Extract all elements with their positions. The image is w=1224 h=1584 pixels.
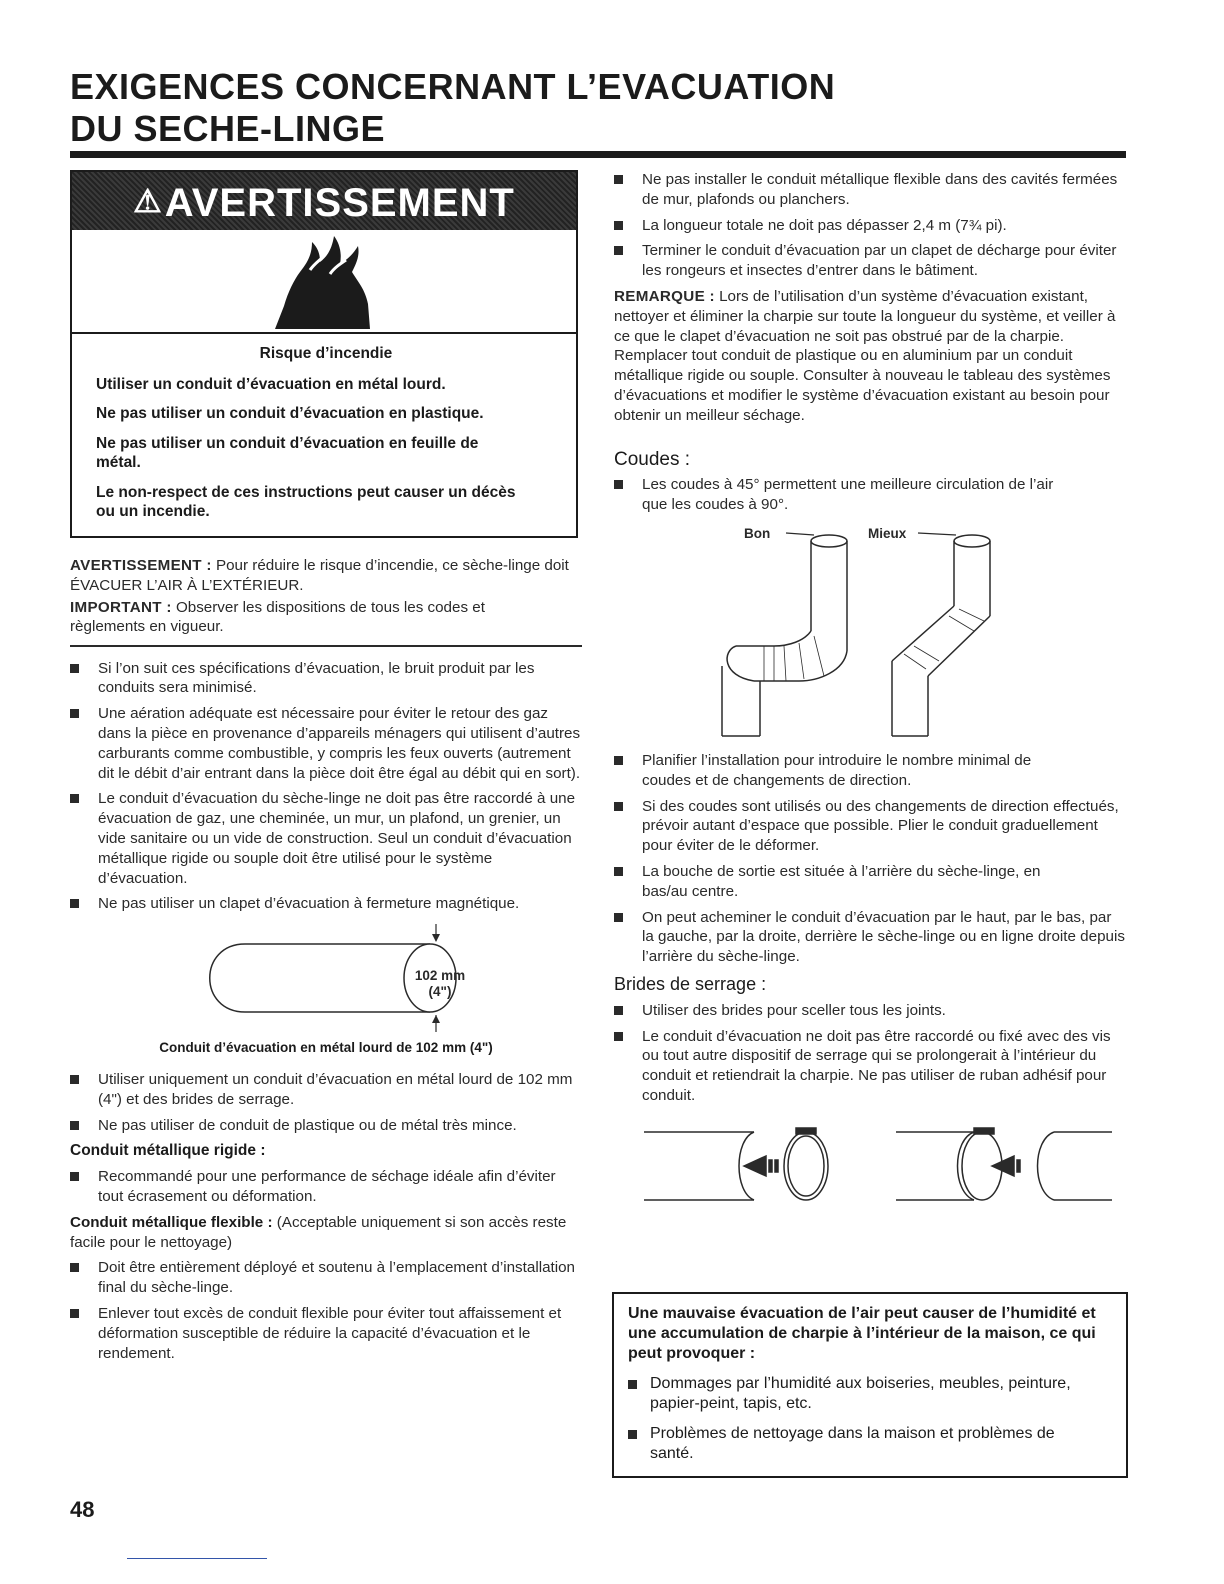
flex-heading-line xyxy=(70,1213,582,1253)
warning-header-text: AVERTISSEMENT xyxy=(164,181,515,225)
rigid-bullets xyxy=(70,1167,582,1207)
humidity-warning-box xyxy=(612,1292,1128,1478)
remarque-note xyxy=(614,287,1126,426)
clamp-wrong-icon xyxy=(896,1128,1112,1200)
elbow-90-icon xyxy=(722,535,847,736)
list-item: Planifier l’installation pour introduire le nombre minimal de coudes et de changements de direction. xyxy=(614,751,1064,791)
list-item: Utiliser uniquement un conduit d’évacuation en métal lourd de 102 mm (4") et des brides de serrage. xyxy=(70,1070,582,1110)
list-item: Recommandé pour une performance de séchage idéale afin d’éviter tout écrasement ou déformation. xyxy=(70,1167,582,1207)
warning-line-2: Ne pas utiliser un conduit d’évacuation en plastique. xyxy=(96,405,484,422)
list-item: Ne pas utiliser un clapet d’évacuation à fermeture magnétique. xyxy=(70,894,582,914)
list-item: Si l’on suit ces spécifications d’évacuation, le bruit produit par les conduits sera minimisé. xyxy=(70,659,582,699)
clamp-diagram xyxy=(614,1120,1126,1210)
list-item: Ne pas utiliser de conduit de plastique ou de métal très mince. xyxy=(70,1116,582,1136)
warning-risk: Risque d’incendie xyxy=(259,345,393,362)
duct-dimension-in: (4") xyxy=(428,984,452,1000)
humidity-warning-title: Une mauvaise évacuation de l’air peut causer de l’humidité et une accumulation de charpie à l’intérieur de la maison, ce qui peut provoquer : xyxy=(628,1305,1096,1362)
list-item: Enlever tout excès de conduit flexible pour éviter tout affaissement et déformation susceptible de réduire la capacité d’évacuation et le rendement. xyxy=(70,1304,582,1363)
list-item: Dommages par l’humidité aux boiseries, meubles, peinture, papier-peint, tapis, etc. xyxy=(628,1374,1120,1414)
duct-dimension-mm: 102 mm xyxy=(414,968,466,984)
flex-heading: Conduit métallique flexible : xyxy=(70,1213,273,1231)
brides-heading: Brides de serrage : xyxy=(614,973,767,994)
list-item: La bouche de sortie est située à l’arrière du sèche-linge, en bas/au centre. xyxy=(614,862,1064,902)
bullet-list-1 xyxy=(70,659,582,915)
list-item: Ne pas installer le conduit métallique flexible dans des cavités fermées de mur, plafonds ou planchers. xyxy=(614,170,1126,210)
elbow-diagram xyxy=(614,521,1126,741)
humidity-warning-list xyxy=(628,1374,1120,1464)
avertissement-note xyxy=(70,556,582,596)
warning-triangle-icon: ⚠ xyxy=(133,183,163,219)
elbow-label-better: Mieux xyxy=(868,525,907,541)
duct-dimension xyxy=(410,968,470,1000)
footer-line xyxy=(127,1558,267,1559)
right-column xyxy=(614,170,1126,1210)
coudes-heading: Coudes : xyxy=(614,448,691,470)
title-line-2: DU SECHE-LINGE xyxy=(70,108,386,149)
remarque-text: Lors de l’utilisation d’un système d’évacuation existant, nettoyer et éliminer la charpie sur toute la longueur du système, et veiller à ce que le clapet d’évacuation ne soit pas obstrué par de la charpie. Remplacer tout conduit de plastique ou en aluminium par un conduit métallique rigide ou souple. Consulter à nouveau le tableau des systèmes d’évacuations et modifier le système d’évacuation existant au besoin pour obtenir un meilleur séchage. xyxy=(614,287,1116,424)
elbow-figure xyxy=(614,521,1126,741)
avertissement-text: Pour réduire le risque d’incendie, ce sèche-linge doit ÉVACUER L’AIR À L’EXTÉRIEUR. xyxy=(70,557,569,594)
fire-icon xyxy=(270,234,380,332)
bullet-list-2 xyxy=(70,1070,582,1135)
avertissement-label: AVERTISSEMENT : xyxy=(70,557,212,574)
remarque-label: REMARQUE : xyxy=(614,287,715,305)
list-item: Une aération adéquate est nécessaire pour éviter le retour des gaz dans la pièce en provenance d’appareils ménagers qui utilisent d’autres carburants comme combustible, y compris les feux ouverts (autrement dit le débit d’air entrant dans la pièce doit être égal au débit qui en sort). xyxy=(70,704,582,783)
list-item: Le conduit d’évacuation du sèche-linge ne doit pas être raccordé à une évacuation de gaz, une cheminée, un mur, un plafond, un grenier, un vide sanitaire ou un vide de construction. Seul un conduit d’évacuation métallique rigide ou souple doit être utilisé pour le système d’évacuation. xyxy=(70,789,582,888)
warning-body xyxy=(72,334,576,522)
title-line-1: EXIGENCES CONCERNANT L’EVACUATION xyxy=(70,66,836,107)
list-item: On peut acheminer le conduit d’évacuation par le haut, par le bas, par la gauche, par la droite, derrière le sèche-linge ou en ligne droite depuis l’arrière du sèche-linge. xyxy=(614,908,1126,967)
list-item: Si des coudes sont utilisés ou des changements de direction effectués, prévoir autant d’espace que possible. Plier le conduit graduellement pour éviter de le déformer. xyxy=(614,797,1126,856)
duct-caption: Conduit d’évacuation en métal lourd de 102 mm (4") xyxy=(159,1040,493,1056)
warning-line-3: Ne pas utiliser un conduit d’évacuation en feuille de métal. xyxy=(96,434,479,471)
left-column xyxy=(70,170,582,1369)
clamp-correct-icon xyxy=(644,1128,828,1200)
duct-diagram xyxy=(70,924,582,1034)
coudes-bullets xyxy=(614,475,1126,515)
intro-paragraphs xyxy=(70,556,582,637)
fire-hazard-area xyxy=(72,230,576,334)
important-label: IMPORTANT : xyxy=(70,598,172,616)
right-bullets-1 xyxy=(614,170,1126,281)
page-number: 48 xyxy=(70,1497,95,1522)
elbow-45-icon xyxy=(892,535,990,736)
list-item: Terminer le conduit d’évacuation par un clapet de décharge pour éviter les rongeurs et insectes d’entrer dans le bâtiment. xyxy=(614,241,1126,281)
duct-figure xyxy=(70,924,582,1034)
rigid-heading: Conduit métallique rigide : xyxy=(70,1142,266,1160)
list-item: Utiliser des brides pour sceller tous les joints. xyxy=(614,1001,1126,1021)
flex-bullets xyxy=(70,1258,582,1363)
flex-heading-note: (Acceptable uniquement si son accès reste facile pour le nettoyage) xyxy=(70,1213,567,1251)
list-item: Le conduit d’évacuation ne doit pas être raccordé ou fixé avec des vis ou tout autre dispositif de serrage qui se prolongerait à l’intérieur du conduit et retiendrait la charpie. Ne pas utiliser de ruban adhésif pour conduit. xyxy=(614,1027,1126,1106)
brides-bullets xyxy=(614,1001,1126,1106)
list-item: La longueur totale ne doit pas dépasser 2,4 m (7¾ pi). xyxy=(614,216,1126,236)
section-divider xyxy=(70,645,582,647)
warning-header xyxy=(72,172,576,230)
clamp-figure xyxy=(614,1120,1126,1210)
list-item: Doit être entièrement déployé et soutenu à l’emplacement d’installation final du sèche-linge. xyxy=(70,1258,582,1298)
right-bullets-2 xyxy=(614,751,1126,967)
warning-line-1: Utiliser un conduit d’évacuation en métal lourd. xyxy=(96,375,446,393)
page-title xyxy=(70,66,1130,150)
important-text: Observer les dispositions de tous les codes et règlements en vigueur. xyxy=(70,598,485,636)
warning-box xyxy=(70,170,578,538)
warning-line-4: Le non-respect de ces instructions peut causer un décès ou un incendie. xyxy=(96,483,516,520)
list-item: Problèmes de nettoyage dans la maison et problèmes de santé. xyxy=(628,1424,1068,1464)
title-rule xyxy=(70,151,1126,158)
list-item: Les coudes à 45° permettent une meilleure circulation de l’air que les coudes à 90°. xyxy=(614,475,1064,515)
important-note xyxy=(70,598,540,638)
elbow-label-good: Bon xyxy=(744,525,771,541)
